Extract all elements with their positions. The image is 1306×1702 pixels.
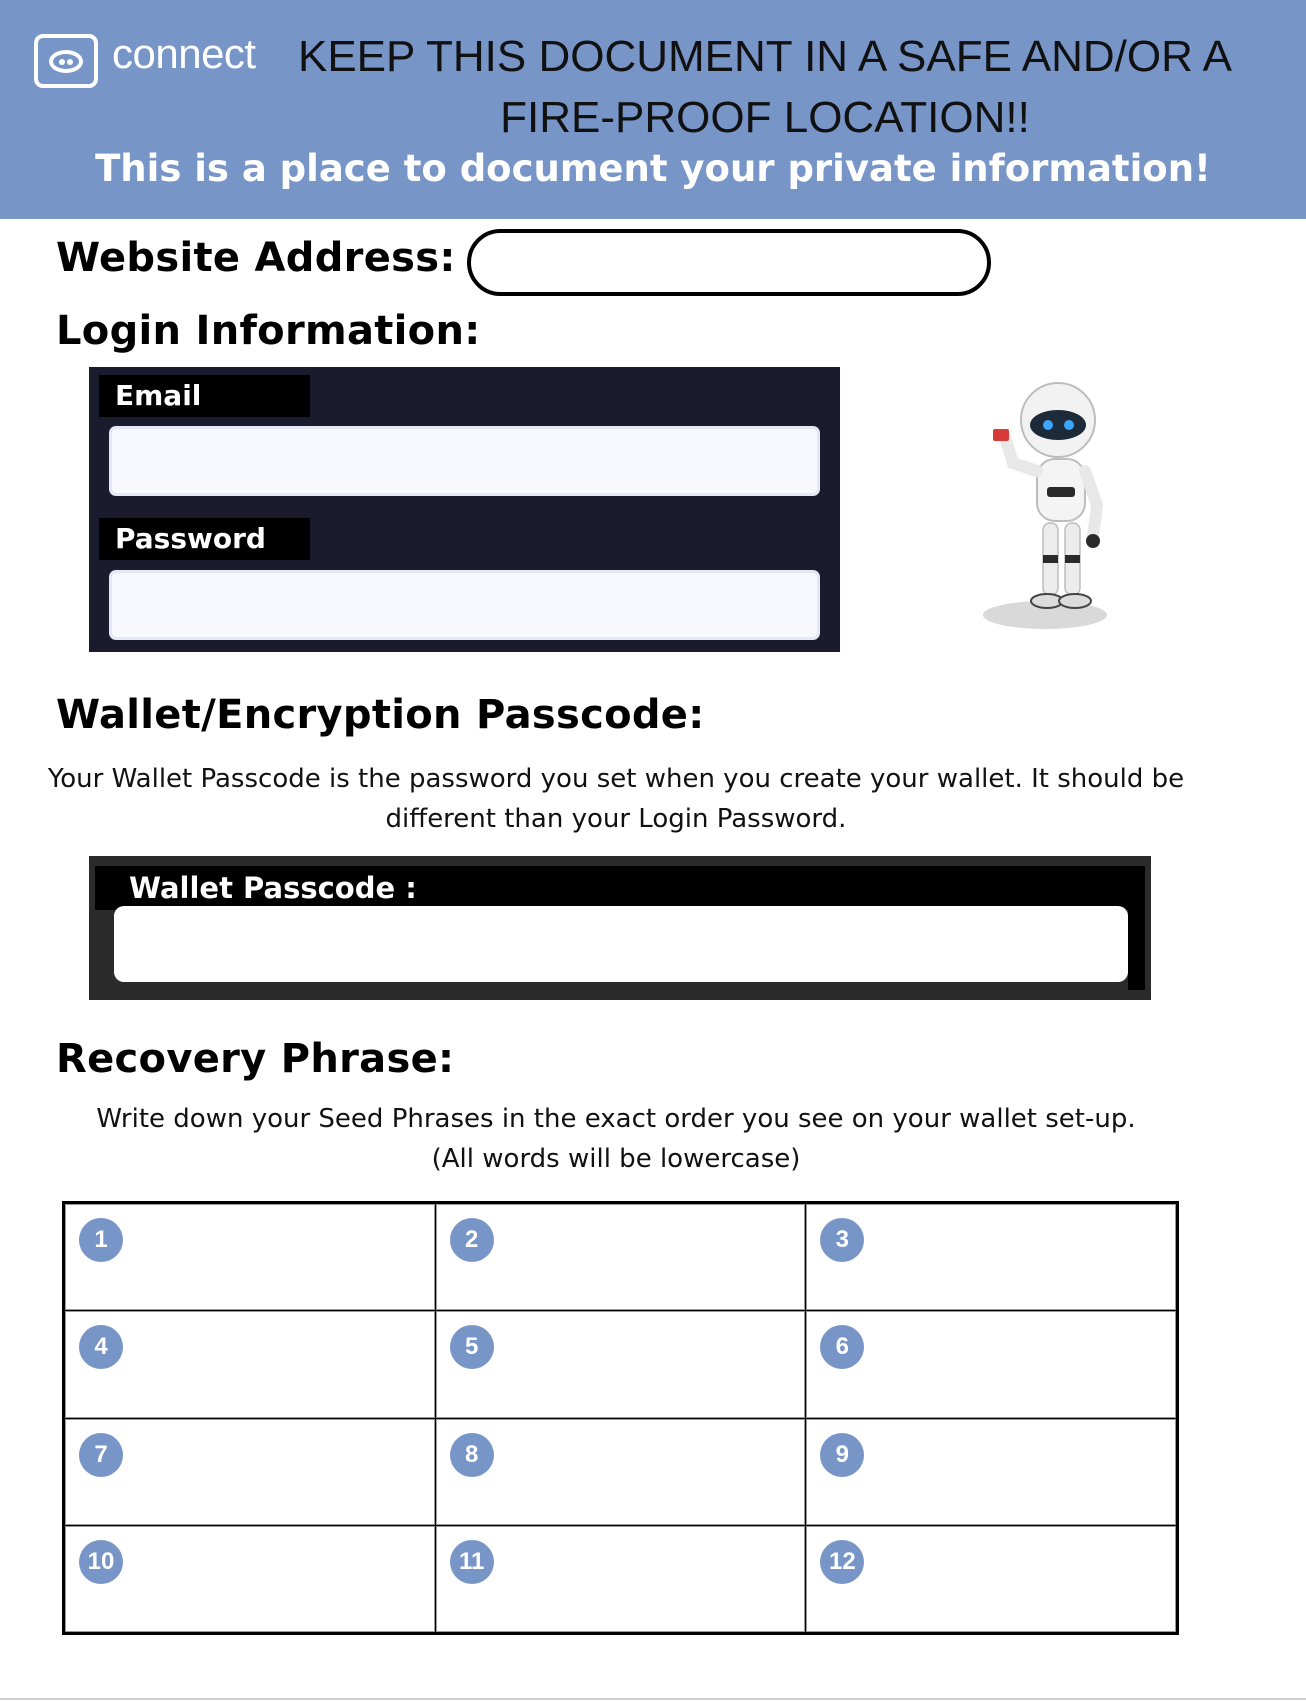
- connect-logo-icon: [34, 34, 98, 88]
- seed-cell-12[interactable]: [807, 1527, 1175, 1631]
- seed-cell-1[interactable]: [66, 1205, 434, 1309]
- seed-cell-8[interactable]: [437, 1420, 805, 1524]
- seed-number-badge: 4: [79, 1325, 123, 1369]
- seed-number-badge: 2: [450, 1218, 494, 1262]
- password-label: Password: [99, 518, 310, 560]
- wallet-passcode-label: Wallet Passcode :: [95, 866, 1145, 910]
- wallet-panel: [89, 856, 1151, 1000]
- seed-cell-11[interactable]: [437, 1527, 805, 1631]
- seed-cell-3[interactable]: [807, 1205, 1175, 1309]
- seed-cell-9[interactable]: [807, 1420, 1175, 1524]
- recovery-description: Write down your Seed Phrases in the exact order you see on your wallet set-up.: [96, 1104, 1136, 1134]
- seed-cell-4[interactable]: [66, 1312, 434, 1416]
- seed-cell-6[interactable]: [807, 1312, 1175, 1416]
- seed-number-badge: 12: [820, 1540, 864, 1584]
- seed-number-badge: 6: [820, 1325, 864, 1369]
- seed-number-badge: 11: [450, 1540, 494, 1584]
- website-address-label: Website Address:: [56, 235, 456, 281]
- seed-cell-10[interactable]: [66, 1527, 434, 1631]
- wallet-panel-edge: [1128, 906, 1145, 990]
- seed-number-badge: 7: [79, 1433, 123, 1477]
- wallet-heading: Wallet/Encryption Passcode:: [56, 692, 705, 738]
- seed-cell-5[interactable]: [437, 1312, 805, 1416]
- recovery-description-note: (All words will be lowercase): [431, 1144, 801, 1174]
- login-panel: [89, 367, 840, 652]
- email-label: Email: [99, 375, 310, 417]
- seed-number-badge: 9: [820, 1433, 864, 1477]
- email-field[interactable]: [109, 426, 820, 496]
- brand-name: connect: [112, 30, 256, 77]
- password-field[interactable]: [109, 570, 820, 640]
- website-address-field[interactable]: [467, 229, 991, 296]
- login-heading: Login Information:: [56, 308, 481, 354]
- wallet-passcode-field[interactable]: [114, 906, 1128, 982]
- recovery-heading: Recovery Phrase:: [56, 1036, 455, 1082]
- seed-number-badge: 3: [820, 1218, 864, 1262]
- recovery-phrase-grid: [62, 1201, 1179, 1635]
- seed-number-badge: 5: [450, 1325, 494, 1369]
- seed-number-badge: 8: [450, 1433, 494, 1477]
- header-banner: [0, 0, 1306, 219]
- header-subtitle: This is a place to document your private information!: [95, 147, 1211, 190]
- seed-number-badge: 10: [79, 1540, 123, 1584]
- seed-cell-2[interactable]: [437, 1205, 805, 1309]
- seed-number-badge: 1: [79, 1218, 123, 1262]
- wallet-description: Your Wallet Passcode is the password you set when you create your wallet. It should be different than your Login Password.: [47, 764, 1185, 834]
- safety-warning: KEEP THIS DOCUMENT IN A SAFE AND/OR A FIRE-PROOF LOCATION!!: [297, 32, 1233, 142]
- seed-cell-7[interactable]: [66, 1420, 434, 1524]
- robot-illustration: [965, 375, 1115, 635]
- bottom-divider: [0, 1698, 1306, 1700]
